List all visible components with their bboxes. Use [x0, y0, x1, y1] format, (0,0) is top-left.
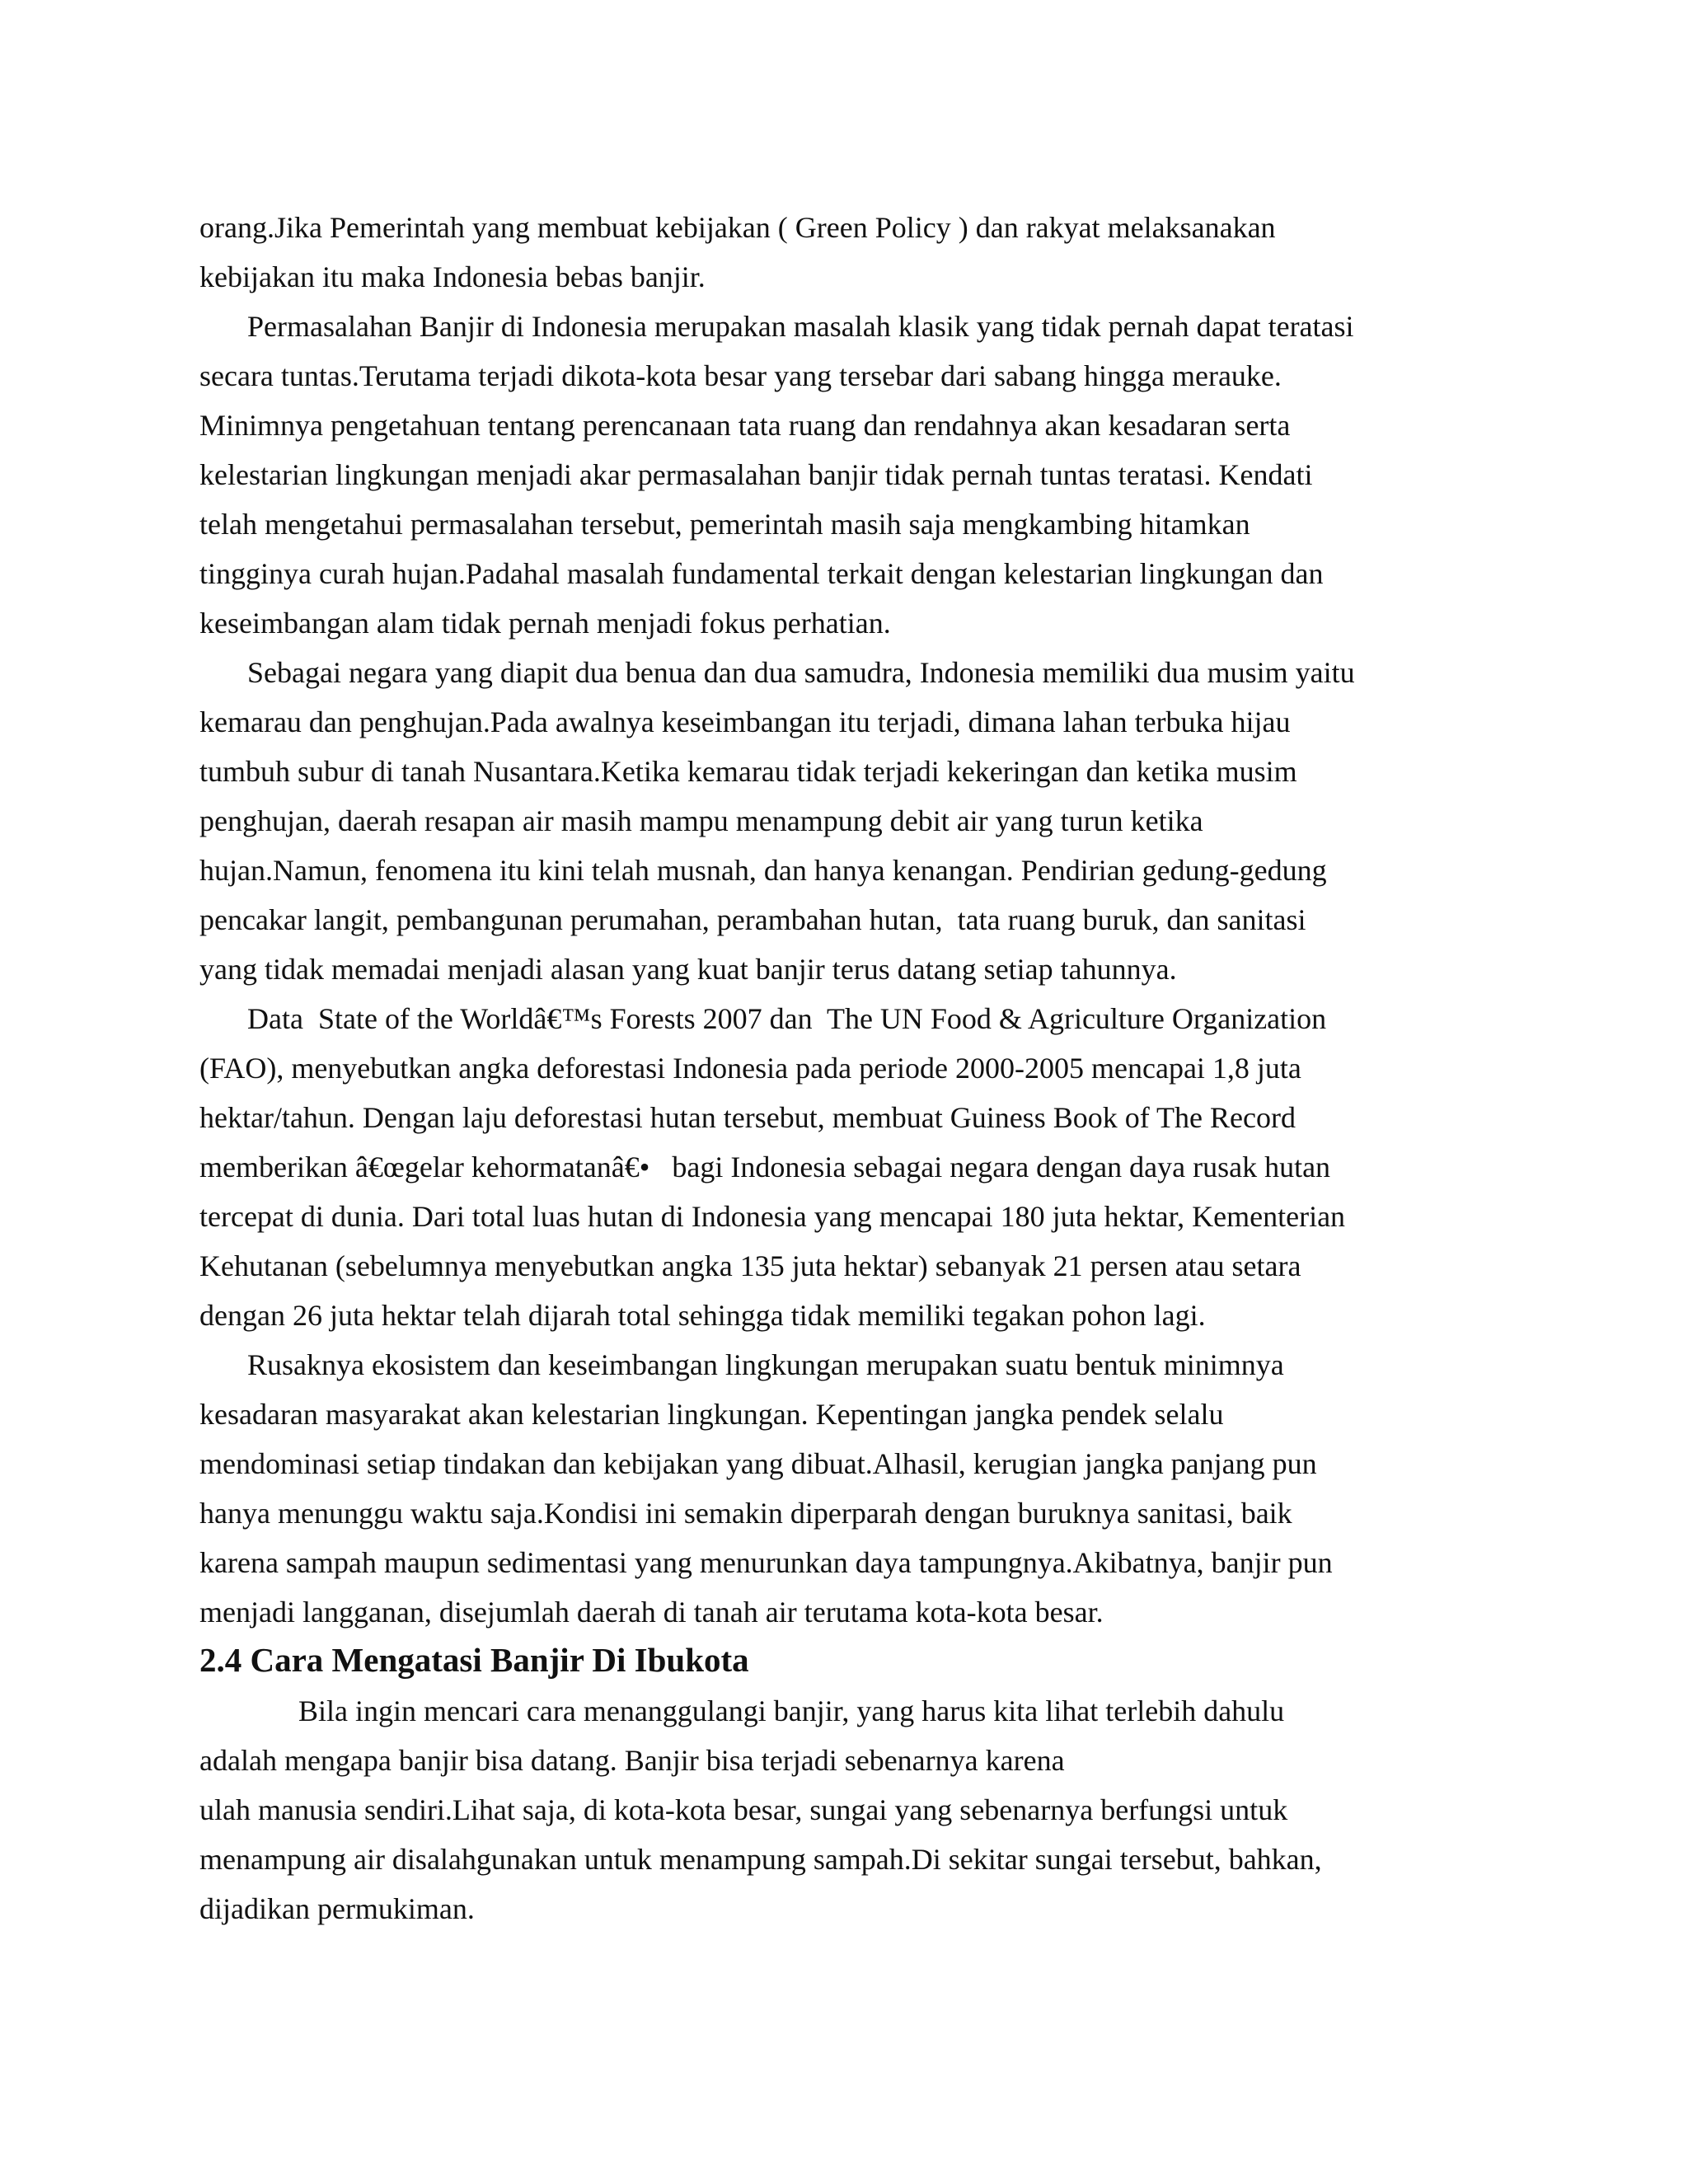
- paragraph-line: hanya menunggu waktu saja.Kondisi ini semakin diperparah dengan buruknya sanitasi, baik: [199, 1497, 1292, 1530]
- paragraph-line: Data State of the Worldâ€™s Forests 2007 dan The UN Food & Agriculture Organization: [247, 1002, 1327, 1035]
- paragraph-line: Permasalahan Banjir di Indonesia merupakan masalah klasik yang tidak pernah dapat teratasi: [247, 310, 1354, 343]
- paragraph-line: hujan.Namun, fenomena itu kini telah musnah, dan hanya kenangan. Pendirian gedung-gedung: [199, 854, 1327, 887]
- paragraph-line: tingginya curah hujan.Padahal masalah fundamental terkait dengan kelestarian lingkungan dan: [199, 557, 1324, 590]
- paragraph-line: tumbuh subur di tanah Nusantara.Ketika kemarau tidak terjadi kekeringan dan ketika musim: [199, 755, 1297, 788]
- paragraph-line: secara tuntas.Terutama terjadi dikota-kota besar yang tersebar dari sabang hingga merauke.: [199, 359, 1282, 392]
- paragraph-line: pencakar langit, pembangunan perumahan, perambahan hutan, tata ruang buruk, dan sanitasi: [199, 903, 1306, 936]
- paragraph-line: kesadaran masyarakat akan kelestarian lingkungan. Kepentingan jangka pendek selalu: [199, 1398, 1224, 1431]
- paragraph-line: orang.Jika Pemerintah yang membuat kebijakan ( Green Policy ) dan rakyat melaksanakan: [199, 211, 1276, 244]
- paragraph-line: karena sampah maupun sedimentasi yang menurunkan daya tampungnya.Akibatnya, banjir pun: [199, 1546, 1333, 1579]
- paragraph-line: keseimbangan alam tidak pernah menjadi fokus perhatian.: [199, 607, 891, 640]
- paragraph-line: kebijakan itu maka Indonesia bebas banjir.: [199, 260, 706, 293]
- paragraph-line: kemarau dan penghujan.Pada awalnya keseimbangan itu terjadi, dimana lahan terbuka hijau: [199, 705, 1291, 738]
- paragraph-line: memberikan â€œgelar kehormatanâ€• bagi Indonesia sebagai negara dengan daya rusak hutan: [199, 1151, 1331, 1183]
- paragraph-line: adalah mengapa banjir bisa datang. Banjir bisa terjadi sebenarnya karena: [199, 1744, 1065, 1777]
- paragraph-line: Kehutanan (sebelumnya menyebutkan angka 135 juta hektar) sebanyak 21 persen atau setara: [199, 1249, 1301, 1282]
- paragraph-line: dengan 26 juta hektar telah dijarah total sehingga tidak memiliki tegakan pohon lagi.: [199, 1299, 1206, 1332]
- paragraph-line: (FAO), menyebutkan angka deforestasi Indonesia pada periode 2000-2005 mencapai 1,8 juta: [199, 1052, 1301, 1085]
- paragraph-line: menampung air disalahgunakan untuk menampung sampah.Di sekitar sungai tersebut, bahkan,: [199, 1843, 1322, 1876]
- paragraph-line: ulah manusia sendiri.Lihat saja, di kota-kota besar, sungai yang sebenarnya berfungsi untuk: [199, 1793, 1288, 1826]
- paragraph-line: hektar/tahun. Dengan laju deforestasi hutan tersebut, membuat Guiness Book of The Record: [199, 1101, 1296, 1134]
- paragraph-line: tercepat di dunia. Dari total luas hutan di Indonesia yang mencapai 180 juta hektar, Kementerian: [199, 1200, 1346, 1233]
- paragraph-line: menjadi langganan, disejumlah daerah di tanah air terutama kota-kota besar.: [199, 1596, 1104, 1629]
- paragraph-line: penghujan, daerah resapan air masih mampu menampung debit air yang turun ketika: [199, 804, 1203, 837]
- paragraph-line: Rusaknya ekosistem dan keseimbangan lingkungan merupakan suatu bentuk minimnya: [247, 1348, 1284, 1381]
- paragraph-line: kelestarian lingkungan menjadi akar permasalahan banjir tidak pernah tuntas teratasi. Kendati: [199, 458, 1313, 491]
- paragraph-line: Sebagai negara yang diapit dua benua dan dua samudra, Indonesia memiliki dua musim yaitu: [247, 656, 1355, 689]
- paragraph-line: mendominasi setiap tindakan dan kebijakan yang dibuat.Alhasil, kerugian jangka panjang pun: [199, 1447, 1317, 1480]
- section-heading: 2.4 Cara Mengatasi Banjir Di Ibukota: [199, 1641, 749, 1679]
- paragraph-line: telah mengetahui permasalahan tersebut, pemerintah masih saja mengkambing hitamkan: [199, 508, 1250, 541]
- paragraph-line: Minimnya pengetahuan tentang perencanaan tata ruang dan rendahnya akan kesadaran serta: [199, 409, 1291, 442]
- paragraph-line: dijadikan permukiman.: [199, 1892, 475, 1925]
- paragraph-line: Bila ingin mencari cara menanggulangi banjir, yang harus kita lihat terlebih dahulu: [298, 1694, 1285, 1727]
- paragraph-line: yang tidak memadai menjadi alasan yang kuat banjir terus datang setiap tahunnya.: [199, 953, 1177, 986]
